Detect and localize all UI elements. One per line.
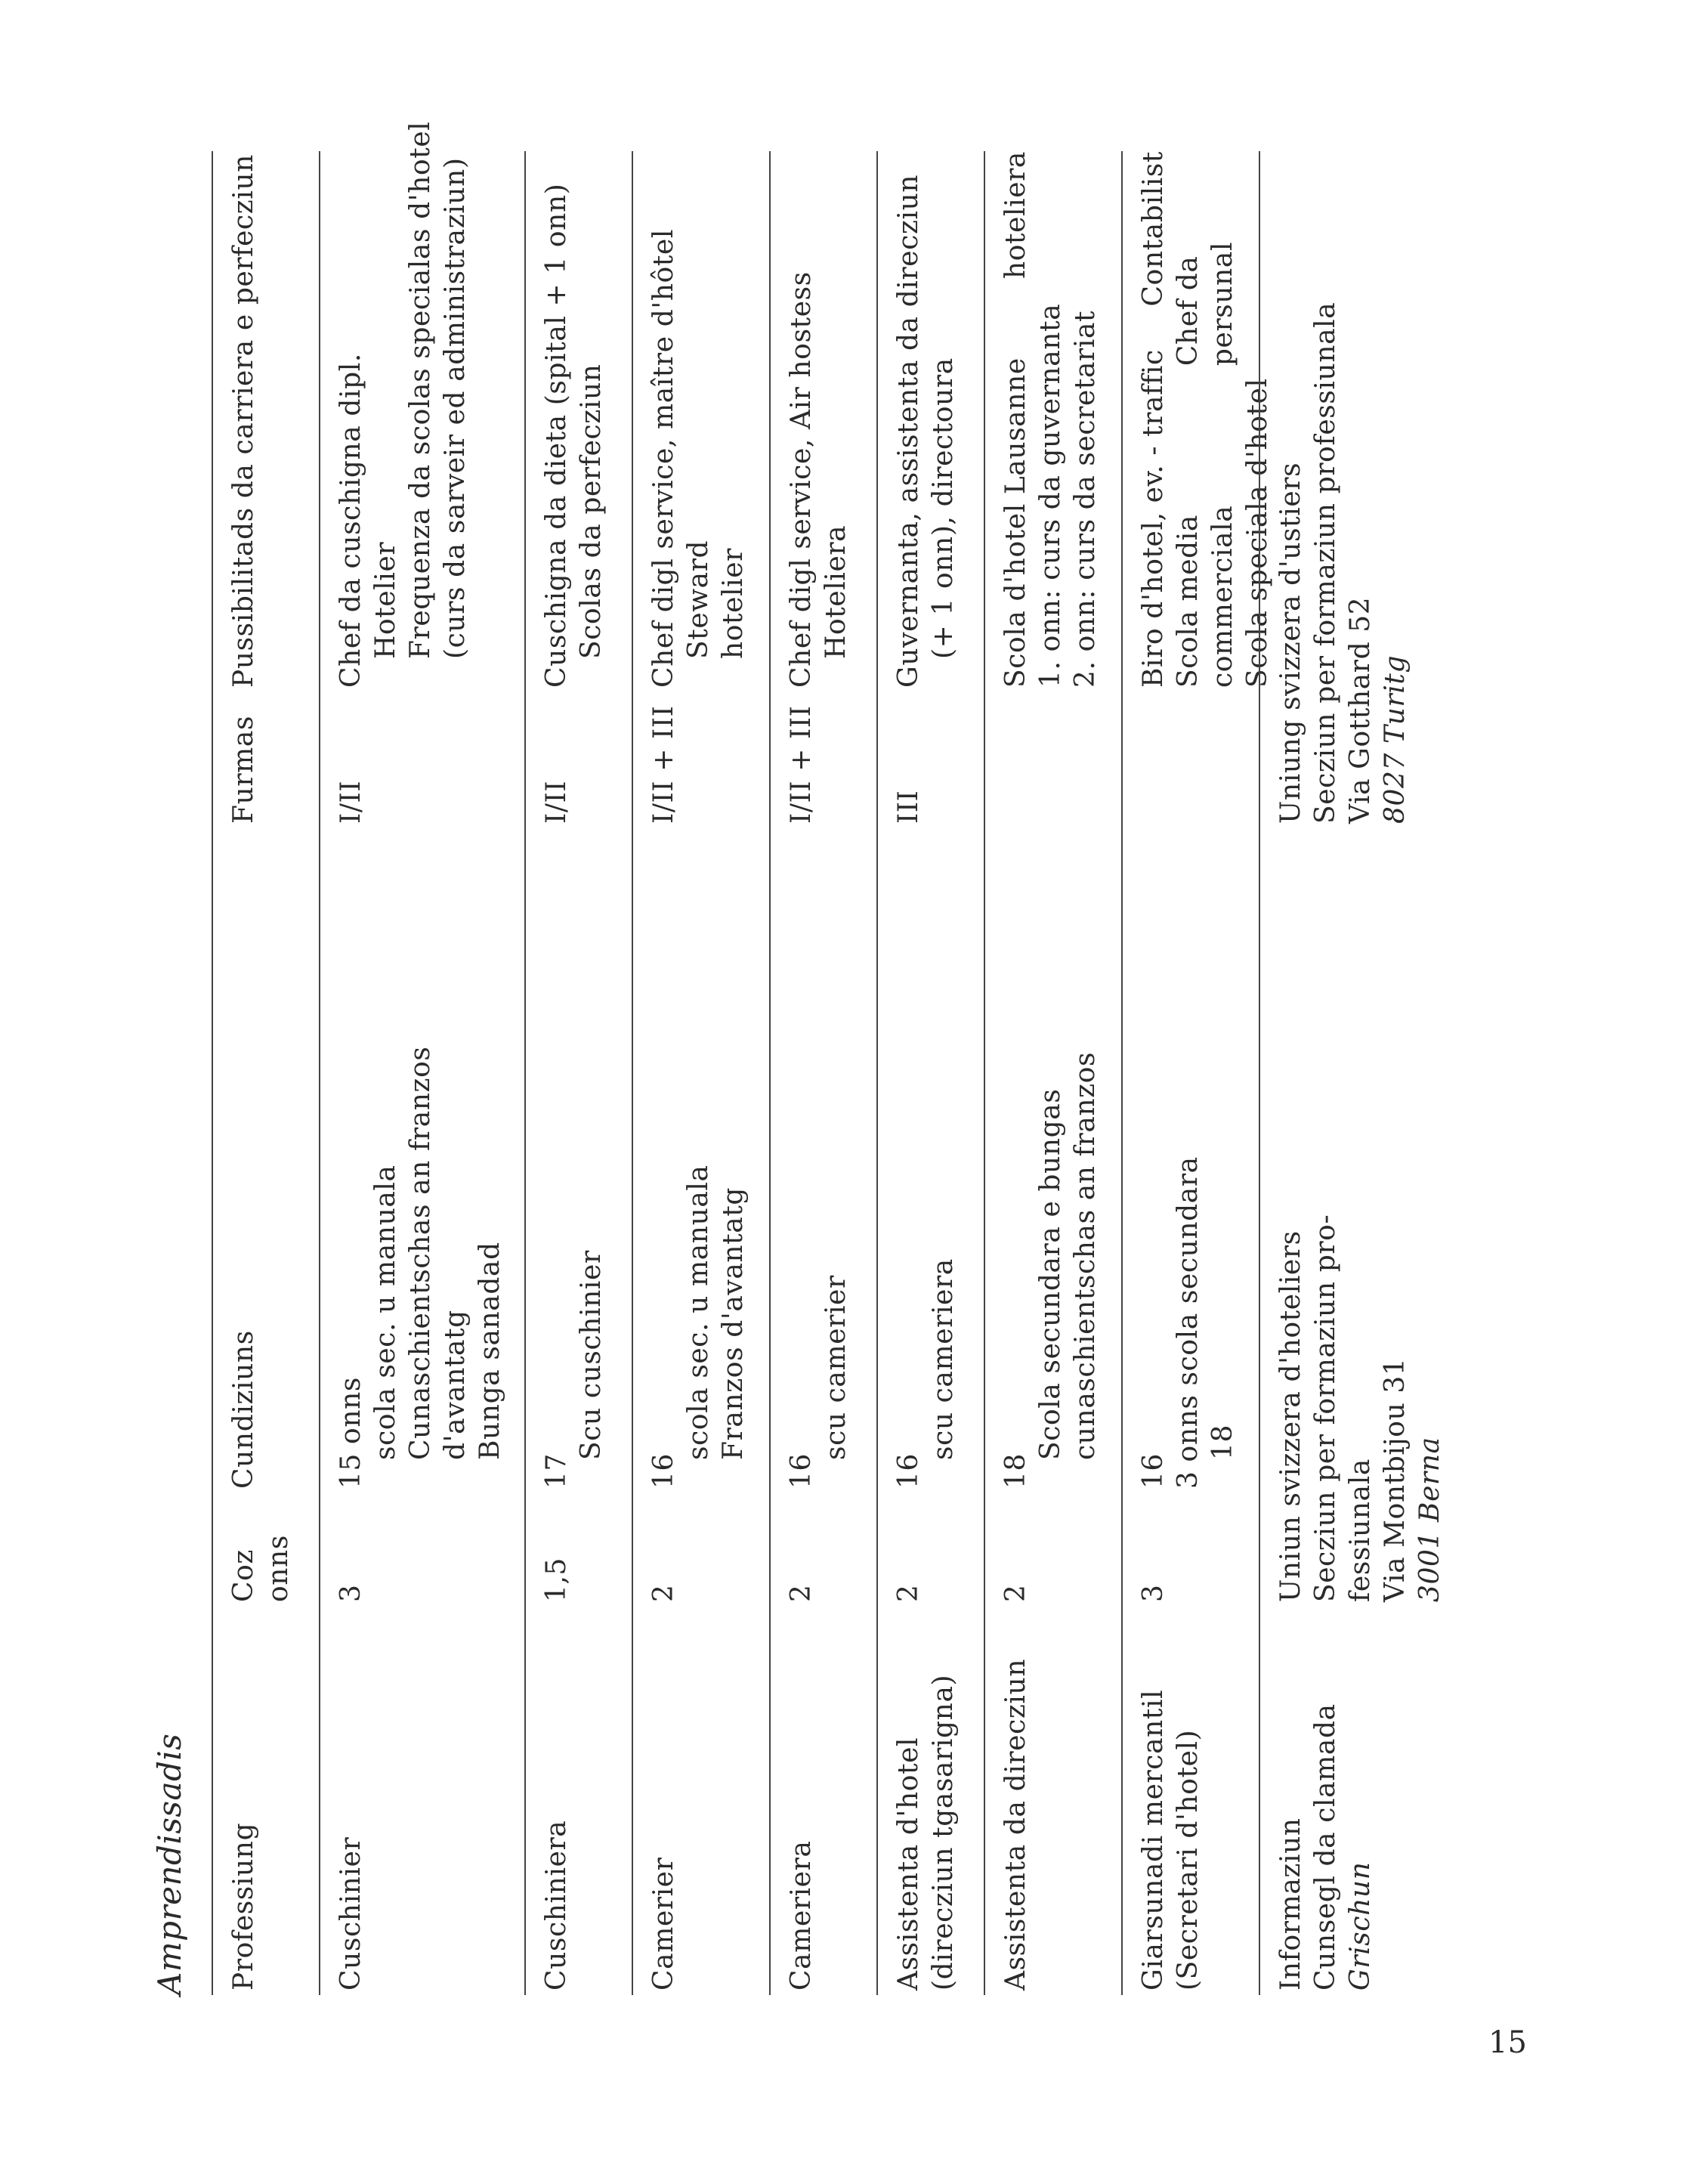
condition-line: 16 <box>648 1452 679 1489</box>
profession-text: (direcziun tgasarigna) <box>928 1674 959 1991</box>
info-line: Cunsegl da clamada <box>1310 1703 1341 1991</box>
career-line: Chef da persunal <box>1173 241 1238 367</box>
duration-cell: 3 <box>335 1584 366 1602</box>
career-line: Scolas da perfecziun <box>576 363 607 659</box>
table-row <box>876 151 984 1995</box>
table-header-row <box>212 151 319 1995</box>
table-row-information <box>1259 151 1445 1995</box>
condition-line: Scu cuschinier <box>576 1250 607 1460</box>
header-profession: Professiung <box>228 1822 259 1991</box>
condition-line: 3 onns scola secundara <box>1173 1156 1204 1489</box>
info-line: Secziun per formaziun pro- <box>1310 1214 1341 1602</box>
career-cell <box>771 151 854 688</box>
forms-cell: III <box>893 790 924 824</box>
info-line: Grischun <box>1345 1861 1376 1991</box>
forms-cell <box>1123 688 1136 824</box>
condition-line: Bunga sanadad <box>474 1242 505 1460</box>
conditions-cell <box>633 824 751 1489</box>
info-left-cell <box>1260 1602 1378 1995</box>
condition-line: 18 <box>1207 1424 1238 1460</box>
condition-line: 16 <box>893 1452 924 1489</box>
career-line-pair <box>1171 151 1241 688</box>
condition-line: cunaschientschas an franzos <box>1070 1051 1101 1460</box>
info-line: fessiunala <box>1345 1459 1376 1602</box>
profession-text: (Secretari d'hotel) <box>1173 1729 1204 1991</box>
table-row <box>524 151 632 1995</box>
info-line: Via Montbijou 31 <box>1380 1357 1411 1602</box>
career-line: Biro d'hotel, ev. - traffic <box>1138 349 1169 688</box>
header-duration: Coz onns <box>228 1535 294 1602</box>
career-cell <box>633 151 751 688</box>
conditions-cell <box>771 824 854 1489</box>
condition-line: 16 <box>1138 1452 1169 1489</box>
career-line: Chef da cuschigna dipl. <box>335 353 366 688</box>
career-line: Contabilist <box>1138 151 1169 307</box>
profession-cell <box>771 1602 819 1995</box>
career-cell <box>878 151 961 688</box>
career-line: hotelier <box>718 548 749 659</box>
apprenticeship-table <box>212 121 1445 1995</box>
forms-cell <box>985 688 999 824</box>
duration-cell: 2 <box>893 1584 924 1602</box>
table-row <box>632 151 769 1995</box>
info-middle-cell <box>1260 824 1448 1602</box>
profession-cell <box>633 1602 681 1995</box>
career-line: Steward <box>683 540 714 659</box>
condition-line: Scola secundara e bungas <box>1035 1088 1066 1460</box>
career-line: Hoteliera <box>821 524 851 659</box>
table-row <box>769 151 876 1995</box>
career-line: (+ 1 onn), directoura <box>928 357 959 659</box>
profession-text: Cuschiniera <box>541 1820 572 1991</box>
info-line: Via Gotthard 52 <box>1345 596 1376 824</box>
career-line: Scola media commerciala <box>1173 505 1238 688</box>
career-line: Cuschigna da dieta (spital + 1 onn) <box>541 183 572 688</box>
career-line-pair <box>1136 151 1171 688</box>
career-line: 2. onn: curs da secretariat <box>1070 310 1101 688</box>
condition-line: scu camerier <box>821 1275 851 1460</box>
career-line: hoteliera <box>1000 151 1031 280</box>
profession-text: Cuschinier <box>335 1836 366 1991</box>
profession-cell <box>320 1602 369 1995</box>
career-line: Scola d'hotel Lausanne <box>1000 357 1031 688</box>
forms-cell: I/II <box>335 780 366 824</box>
table-row <box>319 121 524 1995</box>
condition-line: 18 <box>1000 1452 1031 1489</box>
condition-line: 15 onns <box>335 1377 366 1489</box>
table-row <box>1121 151 1273 1995</box>
condition-line: Franzos d'avantatg <box>718 1186 749 1460</box>
rotated-table-area <box>151 121 1488 1995</box>
career-cell <box>985 151 1103 688</box>
career-line-pair <box>999 151 1034 688</box>
profession-cell <box>878 1602 961 1995</box>
career-line: Frequenza da scolas specialas d'hotel <box>405 121 436 659</box>
conditions-cell <box>985 824 1103 1489</box>
duration-cell: 1,5 <box>541 1557 572 1602</box>
condition-line: scu cameriera <box>928 1258 959 1460</box>
profession-cell <box>1123 1602 1206 1995</box>
profession-text: Camerier <box>648 1857 679 1991</box>
profession-cell <box>526 1602 574 1995</box>
duration-cell: 2 <box>1000 1584 1031 1602</box>
info-line: Uniung svizzera d'ustiers <box>1275 462 1306 824</box>
conditions-cell <box>320 824 508 1489</box>
page-number: 15 <box>1488 2025 1527 2060</box>
profession-cell <box>985 1602 1034 1995</box>
info-right-cell <box>1260 151 1413 824</box>
profession-text: Cameriera <box>786 1840 817 1991</box>
forms-cell: I/II + III <box>648 705 679 824</box>
career-line: 1. onn: curs da guvernanta <box>1035 303 1066 688</box>
career-line: Chef digl service, Air hostess <box>786 271 817 688</box>
info-line: 8027 Turitg <box>1380 654 1411 824</box>
duration-cell: 2 <box>786 1584 817 1602</box>
career-cell <box>320 121 473 688</box>
forms-cell: I/II <box>541 780 572 824</box>
conditions-cell <box>1123 824 1241 1489</box>
condition-line: 16 <box>786 1452 817 1489</box>
career-line: Chef digl service, maître d'hôtel <box>648 229 679 688</box>
condition-line: d'avantatg <box>440 1310 471 1460</box>
profession-text: Giarsunadi mercantil <box>1138 1689 1169 1991</box>
career-cell <box>1123 151 1275 688</box>
info-line: Secziun per formaziun professiunala <box>1310 302 1341 824</box>
career-line: Scola speciala d'hotel <box>1242 378 1273 688</box>
profession-text: Assistenta da direcziun <box>1000 1658 1031 1991</box>
condition-line: Cunaschientschas an franzos <box>405 1046 436 1460</box>
condition-line: scola sec. u manuala <box>370 1165 401 1460</box>
career-line: (curs da sarveir ed administraziun) <box>440 157 471 659</box>
career-line: Guvernanta, assistenta da direcziun <box>893 174 924 688</box>
condition-line: scola sec. u manuala <box>683 1165 714 1460</box>
section-heading: Amprendissadis <box>151 1733 188 1995</box>
header-career: Pussibilitads da carriera e perfecziun <box>228 153 259 688</box>
duration-cell: 3 <box>1138 1584 1169 1602</box>
header-conditions: Cundiziuns <box>228 1330 259 1489</box>
forms-cell: I/II + III <box>786 705 817 824</box>
career-line: Hotelier <box>370 541 401 659</box>
conditions-cell <box>526 824 609 1489</box>
condition-line: 17 <box>541 1452 572 1489</box>
career-cell <box>526 151 609 688</box>
profession-text: Assistenta d'hotel <box>893 1737 924 1991</box>
info-line: Informaziun <box>1275 1817 1306 1991</box>
duration-cell: 2 <box>648 1584 679 1602</box>
header-forms: Furmas <box>228 715 259 824</box>
info-line: 3001 Berna <box>1414 1437 1445 1602</box>
conditions-cell <box>878 824 961 1489</box>
info-line: Uniun svizzera d'hoteliers <box>1275 1230 1306 1602</box>
table-row <box>984 151 1121 1995</box>
